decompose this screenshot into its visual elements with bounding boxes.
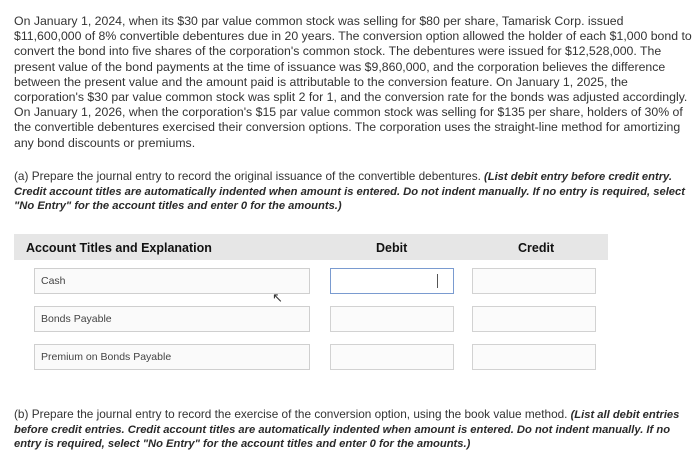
table-row (14, 306, 608, 336)
account-title-select[interactable] (34, 306, 310, 332)
credit-input[interactable] (472, 306, 596, 332)
part-a-lead: (a) Prepare the journal entry to record the original issuance of the convertible debentures. (14, 169, 481, 183)
debit-input[interactable] (330, 268, 454, 294)
account-title-select[interactable] (34, 344, 310, 370)
problem-statement: On January 1, 2024, when its $30 par value common stock was selling for $80 per share, Tamarisk Corp. issued $11,600,000 of 8% convertible debentures due in 20 years. The conversion option allowed the holder of each $1,000 bond to convert the bond into five shares of the corporation's common stock. The debentures were issued for $12,528,000. The present value of the bond payments at the time of issuance was $9,860,000, and the corporation believes the difference between the present value and the amount paid is attributable to the conversion feature. On January 1, 2025, the corporation's $30 par value common stock was split 2 for 1, and the conversion rate for the bonds was adjusted accordingly. On January 1, 2026, when the corporation's $15 par value common stock was selling for $135 per share, holders of 30% of the convertible debentures exercised their conversion options. The corporation uses the straight-line method for amortizing any bond discounts or premiums. (14, 14, 692, 150)
debit-header: Debit (376, 241, 408, 255)
account-title-text: Cash (41, 275, 66, 287)
debit-input[interactable] (330, 344, 454, 370)
debit-input[interactable] (330, 306, 454, 332)
text-cursor (437, 274, 438, 288)
mouse-pointer-icon: ↖ (272, 290, 283, 305)
part-a-prompt (14, 169, 686, 214)
account-titles-header: Account Titles and Explanation (26, 241, 212, 255)
table-row (14, 344, 608, 374)
credit-input[interactable] (472, 268, 596, 294)
part-b-lead: (b) Prepare the journal entry to record the exercise of the conversion option, using the book value method. (14, 407, 568, 421)
journal-entry-table (14, 234, 608, 374)
part-a-instructions: (List debit entry before credit entry. Credit account titles are automatically indented when amount is entered. Do not indent manually. If no entry is required, select "No Entry" for the account titles and enter 0 for the amounts.) (14, 171, 685, 212)
table-row (14, 268, 608, 305)
account-title-text: Premium on Bonds Payable (41, 351, 172, 363)
credit-input[interactable] (472, 344, 596, 370)
part-b-instructions: (List all debit entries before credit entries. Credit account titles are automatically indented when amount is entered. Do not indent manually. If no entry is required, select "No Entry" for the account titles and enter 0 for the amounts.) (14, 409, 680, 450)
account-title-text: Bonds Payable (41, 313, 112, 325)
table-header (14, 234, 608, 260)
part-b-prompt (14, 407, 686, 452)
credit-header: Credit (518, 241, 555, 255)
account-title-select[interactable] (34, 268, 310, 294)
